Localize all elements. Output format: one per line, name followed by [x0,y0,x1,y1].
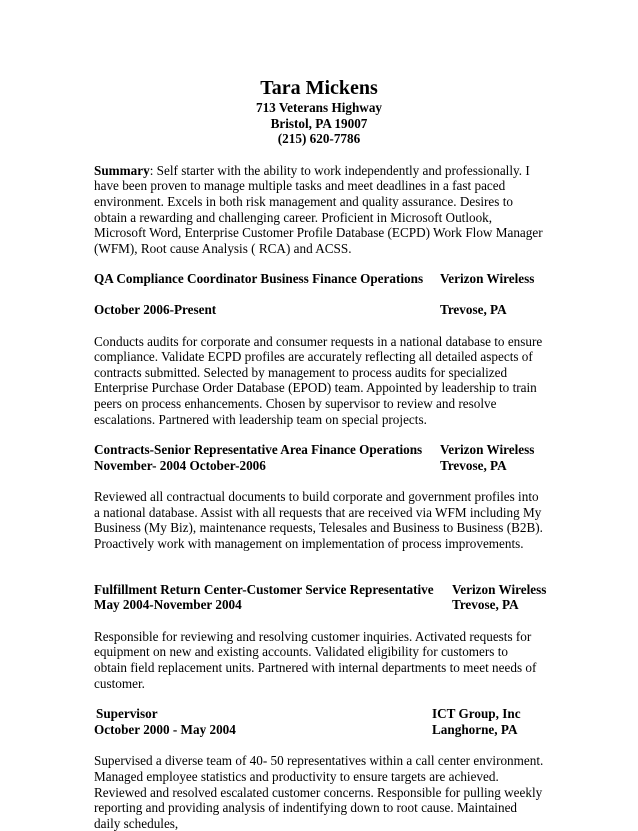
job-description: Reviewed all contractual documents to build corporate and government profiles into a national database. Assist with all requests that are received via WFM including My Business (My Biz), maintenance requests, Telesales and Business to Business (B2B). Proactively work with management on implementation of process improvements. [94,489,543,552]
job-dates-row [94,597,544,613]
job-dates: October 2006-Present [94,301,217,317]
job-dates-row [94,458,544,474]
job-title: Contracts-Senior Representative Area Finance Operations [94,442,423,458]
phone-number: (215) 620-7786 [277,131,361,147]
summary-text: : Self starter with the ability to work independently and professionally. I have been proven to manage multiple tasks and meet deadlines in a fast paced environment. Excels in both risk management and quality assurance. Desires to obtain a rewarding and challenging career. Proficient in Microsoft Outlook, Microsoft Word, Enterprise Customer Profile Database (ECPD) Work Flow Manager (WFM), Root cause Analysis ( RCA) and ACSS. [94,162,543,256]
job-title: Fulfillment Return Center-Customer Service Representative [94,581,434,597]
job-dates: November- 2004 October-2006 [94,457,266,473]
job-title-row [94,581,547,598]
job-location: Langhorne, PA [432,721,518,737]
job-title-row [94,271,544,287]
job-dates-row [94,722,544,738]
job-location: Trevose, PA [440,301,507,317]
job-title-row [94,442,544,458]
job-dates-row [94,302,544,318]
job-title: QA Compliance Coordinator Business Finance Operations [94,271,424,287]
street-address: 713 Veterans Highway [255,100,383,115]
job-company: Verizon Wireless [440,442,535,458]
job-dates: October 2000 - May 2004 [94,721,236,737]
resume-header [94,76,544,147]
summary-label: Summary [94,162,150,178]
resume-page [94,76,547,831]
job-dates: May 2004-November 2004 [94,597,242,613]
job-description: Responsible for reviewing and resolving customer inquiries. Activated requests for equipment on new and existing accounts. Validated eligibility for customers to obtain field replacement units. Partnered with internal departments to meet needs of customer. [94,628,537,691]
job-location: Trevose, PA [452,597,519,613]
candidate-name: Tara Mickens [260,77,378,99]
summary-paragraph [94,163,544,257]
job-description: Conducts audits for corporate and consumer requests in a national database to ensure compliance. Validate ECPD profiles are accurately reflecting all detailed aspects of contracts submitted. Selected by management to process audits for specialized Enterprise Purchase Order Database (EPOD) team. Appointed by leadership to train peers on process enhancements. Chosen by supervisor to review and resolve escalations. Partnered with leadership team on special projects. [94,333,543,427]
job-company: Verizon Wireless [440,271,535,287]
job-description: Supervised a diverse team of 40- 50 representatives within a call center environment. Managed employee statistics and productivity to ensure targets are achieved. Reviewed and resolved escalated customer concerns. Responsible for pulling weekly reporting and providing analysis of indentifying down to root cause. Maintained daily schedules, [94,753,544,831]
job-company: Verizon Wireless [452,581,547,597]
job-location: Trevose, PA [440,457,507,473]
city-state-zip: Bristol, PA 19007 [270,115,368,131]
job-title-row [94,706,544,722]
job-title: Supervisor [96,706,158,722]
job-company: ICT Group, Inc [432,706,521,722]
